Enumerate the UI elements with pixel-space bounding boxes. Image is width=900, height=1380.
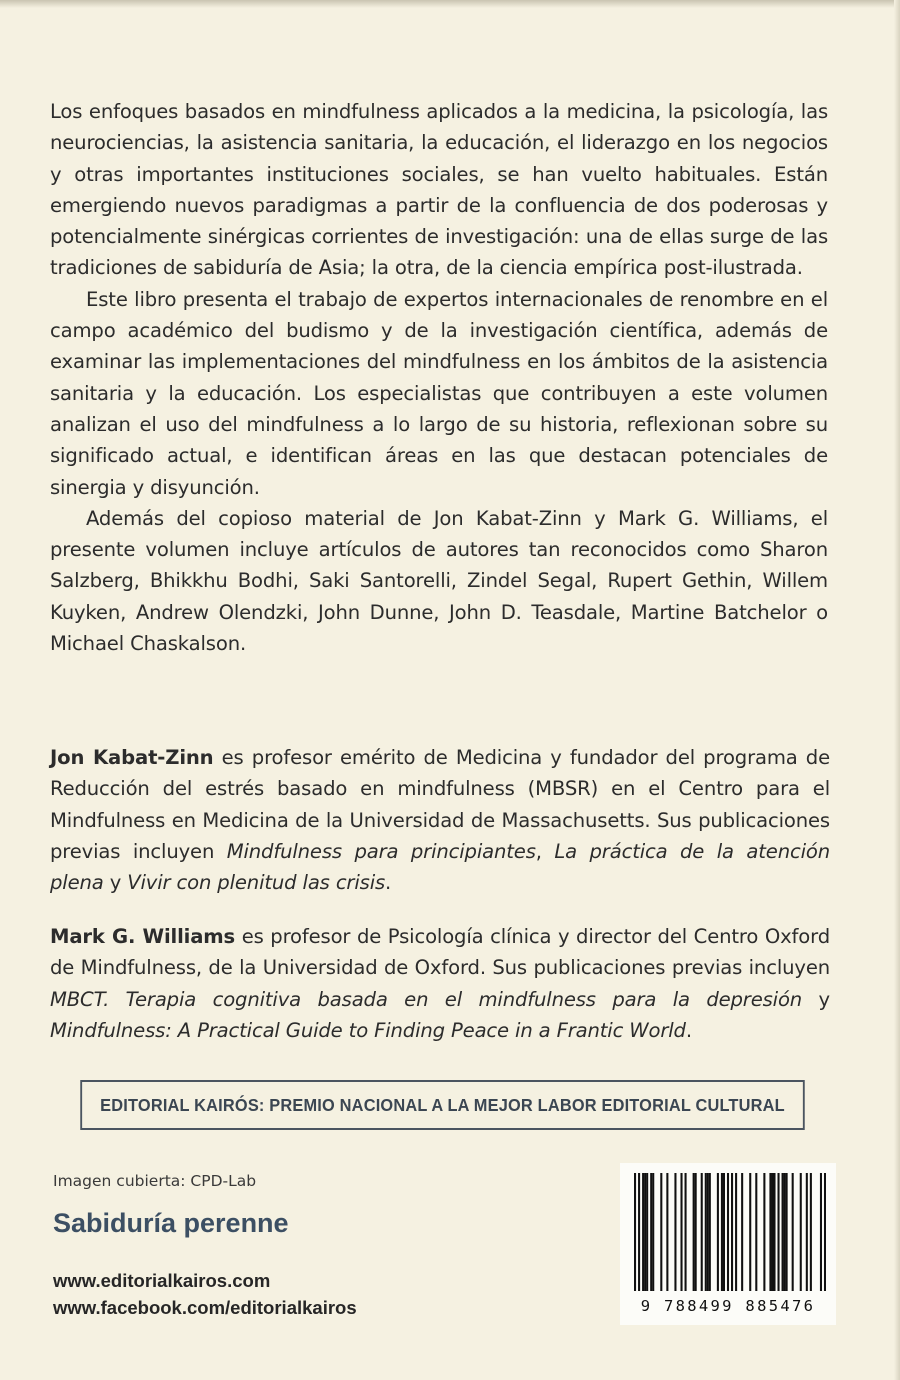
barcode-bar — [777, 1173, 779, 1291]
barcode-bar — [741, 1173, 743, 1291]
barcode-bar — [749, 1173, 751, 1291]
barcode-bar — [773, 1173, 775, 1291]
barcode-bar — [792, 1173, 794, 1291]
barcode-digits: 9 788499 885476 — [640, 1297, 816, 1315]
barcode-bar — [638, 1173, 640, 1291]
barcode-bar — [810, 1173, 812, 1291]
author-name: Jon Kabat-Zinn — [50, 746, 214, 769]
barcode-bar — [731, 1173, 733, 1291]
barcode-bar — [709, 1173, 711, 1291]
barcode-bar — [771, 1173, 773, 1291]
barcode-bars — [634, 1173, 826, 1291]
author-name: Mark G. Williams — [50, 925, 236, 948]
barcode-bar — [784, 1173, 786, 1291]
barcode-bar — [806, 1173, 808, 1291]
barcode-bar — [660, 1173, 662, 1291]
cover-image-credit: Imagen cubierta: CPD-Lab — [53, 1172, 257, 1190]
synopsis — [50, 96, 828, 659]
synopsis-paragraph-3: Además del copioso material de Jon Kabat-Zinn y Mark G. Williams, el presente volumen incluye artículos de autores tan reconocidos como Sharon Salzberg, Bhikkhu Bodhi, Saki Santorelli, Zindel Segal, Rupert Gethin, Willem Kuyken, Andrew Olendzki, John Dunne, John D. Teasdale, Martine Batchelor o Michael Chaskalson. — [50, 506, 828, 656]
barcode-bar — [646, 1173, 648, 1291]
barcode-bar — [755, 1173, 757, 1291]
barcode-bar — [705, 1173, 707, 1291]
bio-text: es profesor emérito de Medicina y fundador del programa de Reducción del estrés basado en mindfulness (MBSR) en el Centro para el Mindfulness en Medicina de la Universidad de Massachusetts. Sus publicaciones previas incluyen — [50, 746, 830, 863]
barcode-bar — [735, 1173, 737, 1291]
cover-edge-top — [0, 0, 900, 8]
barcode-bar — [695, 1173, 697, 1291]
barcode-bar — [707, 1173, 709, 1291]
cover-edge-right — [894, 0, 900, 1380]
book-title: Vivir con plenitud las crisis — [127, 871, 386, 895]
bio-end: . — [385, 871, 392, 895]
author-bio-williams — [50, 921, 830, 1046]
award-banner: EDITORIAL KAIRÓS: PREMIO NACIONAL A LA MEJOR LABOR EDITORIAL CULTURAL — [80, 1080, 804, 1130]
barcode-bar — [693, 1173, 695, 1291]
barcode-bar — [644, 1173, 646, 1291]
barcode-bar — [800, 1173, 802, 1291]
barcode-bar — [824, 1173, 826, 1291]
book-title: La práctica de la atención plena — [50, 839, 830, 895]
barcode-bar — [666, 1173, 668, 1291]
series-title: Sabiduría perenne — [53, 1208, 289, 1238]
website-link[interactable]: www.editorialkairos.com — [53, 1270, 271, 1291]
barcode-bar — [680, 1173, 682, 1291]
barcode-bar — [786, 1173, 788, 1291]
barcode-bar — [769, 1173, 771, 1291]
barcode-bar — [763, 1173, 765, 1291]
book-title: Mindfulness para principiantes — [226, 839, 536, 863]
book-title: Mindfulness: A Practical Guide to Finding Peace in a Frantic World — [50, 1018, 686, 1042]
bio-separator: y — [103, 871, 128, 895]
barcode-bar — [650, 1173, 652, 1291]
bio-separator: , — [535, 839, 555, 863]
barcode-bar — [717, 1173, 719, 1291]
barcode-bar — [782, 1173, 784, 1291]
barcode-bar — [820, 1173, 822, 1291]
barcode-bar — [642, 1173, 644, 1291]
bio-separator: y — [802, 987, 830, 1011]
barcode-bar — [634, 1173, 636, 1291]
barcode-bar — [674, 1173, 676, 1291]
barcode-bar — [727, 1173, 729, 1291]
book-title: MBCT. Terapia cognitiva basada en el mindfulness para la depresión — [50, 987, 803, 1011]
barcode-bar — [723, 1173, 725, 1291]
barcode-bar — [721, 1173, 723, 1291]
author-bio-kabat-zinn — [50, 742, 830, 898]
synopsis-paragraph-2: Este libro presenta el trabajo de expertos internacionales de renombre en el campo académico del budismo y de la investigación científica, además de examinar las implementaciones del mindfulness en los ámbitos de la asistencia sanitaria y la educación. Los especialistas que contribuyen a este volumen analizan el uso del mindfulness a lo largo de su historia, reflexionan sobre su significado actual, e identifican áreas en las que destacan potenciales de sinergia y disyunción. — [50, 287, 828, 499]
isbn-barcode — [620, 1163, 836, 1325]
barcode-bar — [652, 1173, 654, 1291]
bio-end: . — [685, 1018, 692, 1042]
barcode-bar — [701, 1173, 703, 1291]
synopsis-paragraph-1: Los enfoques basados en mindfulness aplicados a la medicina, la psicología, las neurociencias, la asistencia sanitaria, la educación, el liderazgo en los negocios y otras importantes instituciones sociales, se han vuelto habituales. Están emergiendo nuevos paradigmas a partir de la confluencia de dos poderosas y potencialmente sinérgicas corrientes de investigación: una de ellas surge de las tradiciones de sabiduría de Asia; la otra, de la ciencia empírica post-ilustrada. — [50, 100, 828, 280]
bio-text: es profesor de Psicología clínica y director del Centro Oxford de Mindfulness, de la Universidad de Oxford. Sus publicaciones previas incluyen — [50, 925, 830, 980]
facebook-link[interactable]: www.facebook.com/editorialkairos — [53, 1297, 357, 1318]
barcode-bar — [685, 1173, 687, 1291]
